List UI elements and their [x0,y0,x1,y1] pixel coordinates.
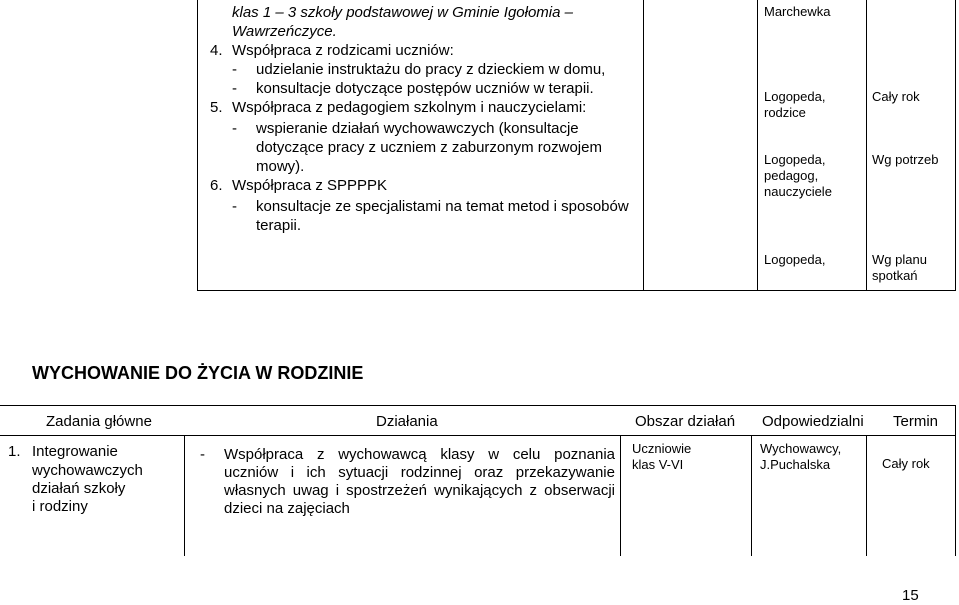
section-heading: WYCHOWANIE DO ŻYCIA W RODZINIE [32,363,364,383]
bottom-table-divider-2 [620,435,621,556]
top-table-border-c1 [643,0,644,291]
resp-2-line-3: nauczyciele [764,184,832,199]
row1-task-line-3: działań szkoły [32,480,126,497]
row1-action-line-1: Współpraca z wychowawcą klasy w celu poznania [224,446,615,463]
bottom-table-divider-3 [751,435,752,556]
resp-1-line-2: rodzice [764,105,806,120]
bottom-table-divider-4 [866,435,867,556]
bottom-table-right [955,405,956,556]
row1-action-dash: - [200,446,205,463]
item6-bullet-1-line-1: konsultacje ze specjalistami na temat metod i sposobów [256,198,629,215]
row1-area-line-1: Uczniowie [632,441,692,456]
bottom-table-header-bottom [0,435,956,436]
header-responsible: Odpowiedzialni [762,413,864,430]
top-line-2: Wawrzeńczyce. [232,23,337,40]
top-table-border-right [955,0,956,291]
term-1: Cały rok [872,89,920,104]
term-2: Wg potrzeb [872,152,939,167]
row2-responsible: Logopeda, [764,252,826,267]
item5-bullet-1-dash: - [232,120,237,137]
row1-resp-line-1: Wychowawcy, [760,441,842,456]
item5-bullet-1-line-3: mowy). [256,158,305,175]
row1-action-line-4: dzieci na zajęciach [224,500,350,517]
item6-number: 6. [210,177,223,194]
item4-bullet-1-dash: - [232,61,237,78]
item6-title: Współpraca z SPPPPK [232,177,388,194]
row1-resp-line-2: J.Puchalska [760,457,831,472]
row1-action-line-3: własnych uwag i spostrzeżeń wynikających z obserwacji [224,482,615,499]
top-line-1: klas 1 – 3 szkoły podstawowej w Gminie Igołomia – [232,4,573,21]
item4-bullet-2-dash: - [232,80,237,97]
item4-number: 4. [210,42,223,59]
row2-term-line-1: Wg planu [872,252,927,267]
item4-title: Współpraca z rodzicami uczniów: [232,42,454,59]
resp-2-line-1: Logopeda, [764,152,826,167]
top-table-border-bottom [197,290,956,291]
item5-number: 5. [210,99,223,116]
row1-action-line-2: uczniów i ich sytuacji rodzinnej oraz przekazywanie [224,464,615,481]
row1-task-line-1: Integrowanie [32,443,118,460]
row2-term-line-2: spotkań [872,268,918,283]
resp-2-line-2: pedagog, [764,168,819,183]
resp-1-line-1: Logopeda, [764,89,826,104]
item4-bullet-2: konsultacje dotyczące postępów uczniów w terapii. [256,80,594,97]
header-tasks: Zadania główne [46,413,152,430]
header-actions: Działania [376,413,438,430]
top-table-border-left [197,0,198,291]
item5-bullet-1-line-2: dotyczące pracy z uczniem z zaburzonym rozwojem [256,139,602,156]
row1-number: 1. [8,443,21,460]
row1-task-line-2: wychowawczych [32,462,143,479]
row1-task-line-4: i rodziny [32,498,88,515]
row1-area-line-2: klas V-VI [632,457,684,472]
header-term: Termin [893,413,939,430]
top-table-border-c2 [757,0,758,291]
item5-bullet-1-line-1: wspieranie działań wychowawczych (konsultacje [256,120,579,137]
item4-bullet-1: udzielanie instruktażu do pracy z dzieckiem w domu, [256,61,606,78]
item6-bullet-1-line-2: terapii. [256,217,302,234]
row1-term: Cały rok [882,456,930,471]
top-table-border-c3 [866,0,867,291]
item6-bullet-1-dash: - [232,198,237,215]
header-area: Obszar działań [635,413,736,430]
item5-title: Współpraca z pedagogiem szkolnym i nauczycielami: [232,99,587,116]
bottom-table-top [0,405,956,406]
area-marchewka: Marchewka [764,4,831,19]
bottom-table-divider-1 [184,435,185,556]
page-number: 15 [902,587,919,604]
